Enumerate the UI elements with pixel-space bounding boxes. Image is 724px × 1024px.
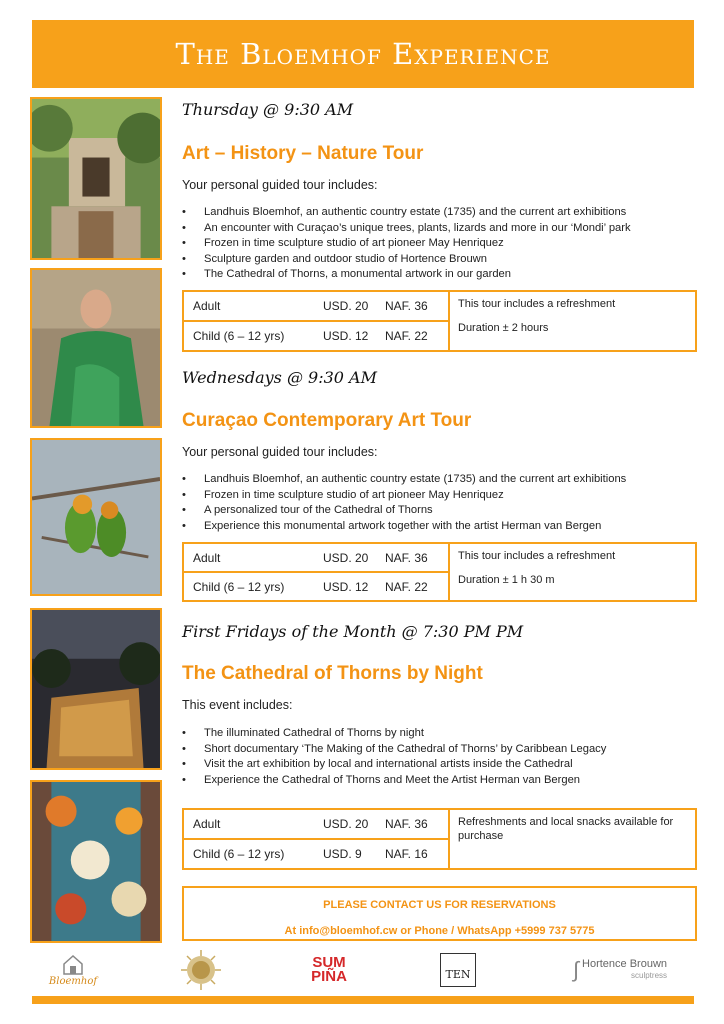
- portrait-painting-photo: [30, 268, 162, 428]
- list-item: • Landhuis Bloemhof, an authentic country estate (1735) and the current art exhibitions: [182, 205, 702, 221]
- list-item: • The Cathedral of Thorns, a monumental artwork in our garden: [182, 267, 702, 283]
- list-item: • Landhuis Bloemhof, an authentic country estate (1735) and the current art exhibitions: [182, 472, 702, 488]
- tour-1-day: Thursday @ 9:30 AM: [182, 100, 354, 119]
- list-item: • Frozen in time sculpture studio of art pioneer May Henriquez: [182, 488, 702, 504]
- tour-3-title: The Cathedral of Thorns by Night: [182, 663, 483, 684]
- price-usd: USD. 20: [323, 817, 369, 831]
- sun-emblem-logo: [178, 950, 224, 990]
- tour-notes: [450, 544, 695, 600]
- tour-1-intro: Your personal guided tour includes:: [182, 178, 378, 192]
- price-naf: NAF. 36: [385, 550, 428, 565]
- food-table-photo: [30, 780, 162, 943]
- list-item: • Frozen in time sculpture studio of art pioneer May Henriquez: [182, 236, 702, 252]
- bloemhof-logo: [48, 950, 98, 990]
- price-usd: USD. 12: [323, 329, 369, 343]
- price-table: [184, 810, 450, 868]
- tour-3-day: First Fridays of the Month @ 7:30 PM PM: [182, 622, 524, 641]
- tour-3-list: [182, 726, 702, 788]
- list-item: • An encounter with Curaçao’s unique trees, plants, lizards and more in our ‘Mondi’ park: [182, 221, 702, 237]
- ten-logo-text: TEN: [445, 967, 471, 981]
- cathedral-night-photo: [30, 608, 162, 770]
- price-usd: USD. 9: [323, 847, 362, 861]
- signature-icon: ∫: [572, 957, 580, 982]
- list-item: • A personalized tour of the Cathedral of Thorns: [182, 503, 702, 519]
- contact-heading: PLEASE CONTACT US FOR RESERVATIONS: [323, 899, 556, 911]
- price-table: [184, 292, 450, 350]
- price-usd: USD. 20: [323, 550, 369, 565]
- price-naf: NAF. 36: [385, 817, 428, 831]
- contact-details[interactable]: At info@bloemhof.cw or Phone / WhatsApp +5999 737 5775: [284, 925, 595, 937]
- price-naf: NAF. 16: [385, 847, 428, 861]
- tour-notes: [450, 292, 695, 350]
- tour-3-price-box: [182, 808, 697, 870]
- price-table: [184, 544, 450, 600]
- price-row-adult: [184, 292, 448, 320]
- page-title: The Bloemhof Experience: [175, 37, 551, 71]
- tour-2-list: [182, 472, 702, 534]
- price-naf: NAF. 22: [385, 329, 428, 343]
- duration-note: Duration ± 1 h 30 m: [458, 574, 555, 586]
- price-row-child: [184, 320, 448, 350]
- price-row-child: [184, 571, 448, 600]
- price-naf: NAF. 22: [385, 579, 428, 594]
- price-label: Child (6 – 12 yrs): [193, 847, 285, 861]
- price-naf: NAF. 36: [385, 299, 428, 313]
- sum-pina-top: SUM: [312, 954, 346, 971]
- sum-pina-logo: [308, 950, 350, 990]
- list-item: • Sculpture garden and outdoor studio of Hortence Brouwn: [182, 252, 702, 268]
- tour-1-title: Art – History – Nature Tour: [182, 143, 424, 164]
- tour-1-price-box: [182, 290, 697, 352]
- tour-2-title: Curaçao Contemporary Art Tour: [182, 410, 472, 431]
- refreshment-note: Refreshments and local snacks available for purchase: [458, 816, 674, 842]
- hortence-subtitle: sculptress: [631, 971, 668, 980]
- list-item: • Experience the Cathedral of Thorns and Meet the Artist Herman van Bergen: [182, 773, 702, 789]
- tour-2-intro: Your personal guided tour includes:: [182, 445, 378, 459]
- ten-logo: [440, 953, 476, 987]
- tour-1-list: [182, 205, 702, 283]
- tour-2-day: Wednesdays @ 9:30 AM: [182, 368, 377, 387]
- price-label: Adult: [193, 299, 221, 313]
- price-label: Adult: [193, 817, 221, 831]
- estate-house-photo: [30, 97, 162, 260]
- tour-notes: [450, 810, 695, 868]
- hortence-brouwn-logo: [562, 950, 678, 990]
- refreshment-note: This tour includes a refreshment: [458, 550, 616, 562]
- list-item: • Short documentary ‘The Making of the Cathedral of Thorns’ by Caribbean Legacy: [182, 742, 702, 758]
- price-row-adult: [184, 544, 448, 571]
- list-item: • The illuminated Cathedral of Thorns by night: [182, 726, 702, 742]
- price-row-adult: [184, 810, 448, 838]
- price-row-child: [184, 838, 448, 868]
- refreshment-note: This tour includes a refreshment: [458, 298, 616, 310]
- page-header: [32, 20, 694, 88]
- price-usd: USD. 20: [323, 299, 369, 313]
- list-item: • Visit the art exhibition by local and international artists inside the Cathedral: [182, 757, 702, 773]
- price-usd: USD. 12: [323, 579, 369, 594]
- hortence-name: Hortence Brouwn: [582, 958, 668, 970]
- price-label: Adult: [193, 550, 221, 565]
- duration-note: Duration ± 2 hours: [458, 322, 549, 334]
- tour-2-price-box: [182, 542, 697, 602]
- sum-pina-bottom: PIÑA: [311, 968, 347, 985]
- contact-box: [182, 886, 697, 941]
- price-label: Child (6 – 12 yrs): [193, 329, 285, 343]
- tour-3-intro: This event includes:: [182, 698, 293, 712]
- footer-bar: [32, 996, 694, 1004]
- parrots-photo: [30, 438, 162, 596]
- house-icon: [62, 954, 84, 976]
- bloemhof-logo-text: Bloemhof: [48, 975, 98, 987]
- sun-icon: [181, 950, 221, 990]
- price-label: Child (6 – 12 yrs): [193, 579, 285, 594]
- list-item: • Experience this monumental artwork together with the artist Herman van Bergen: [182, 519, 702, 535]
